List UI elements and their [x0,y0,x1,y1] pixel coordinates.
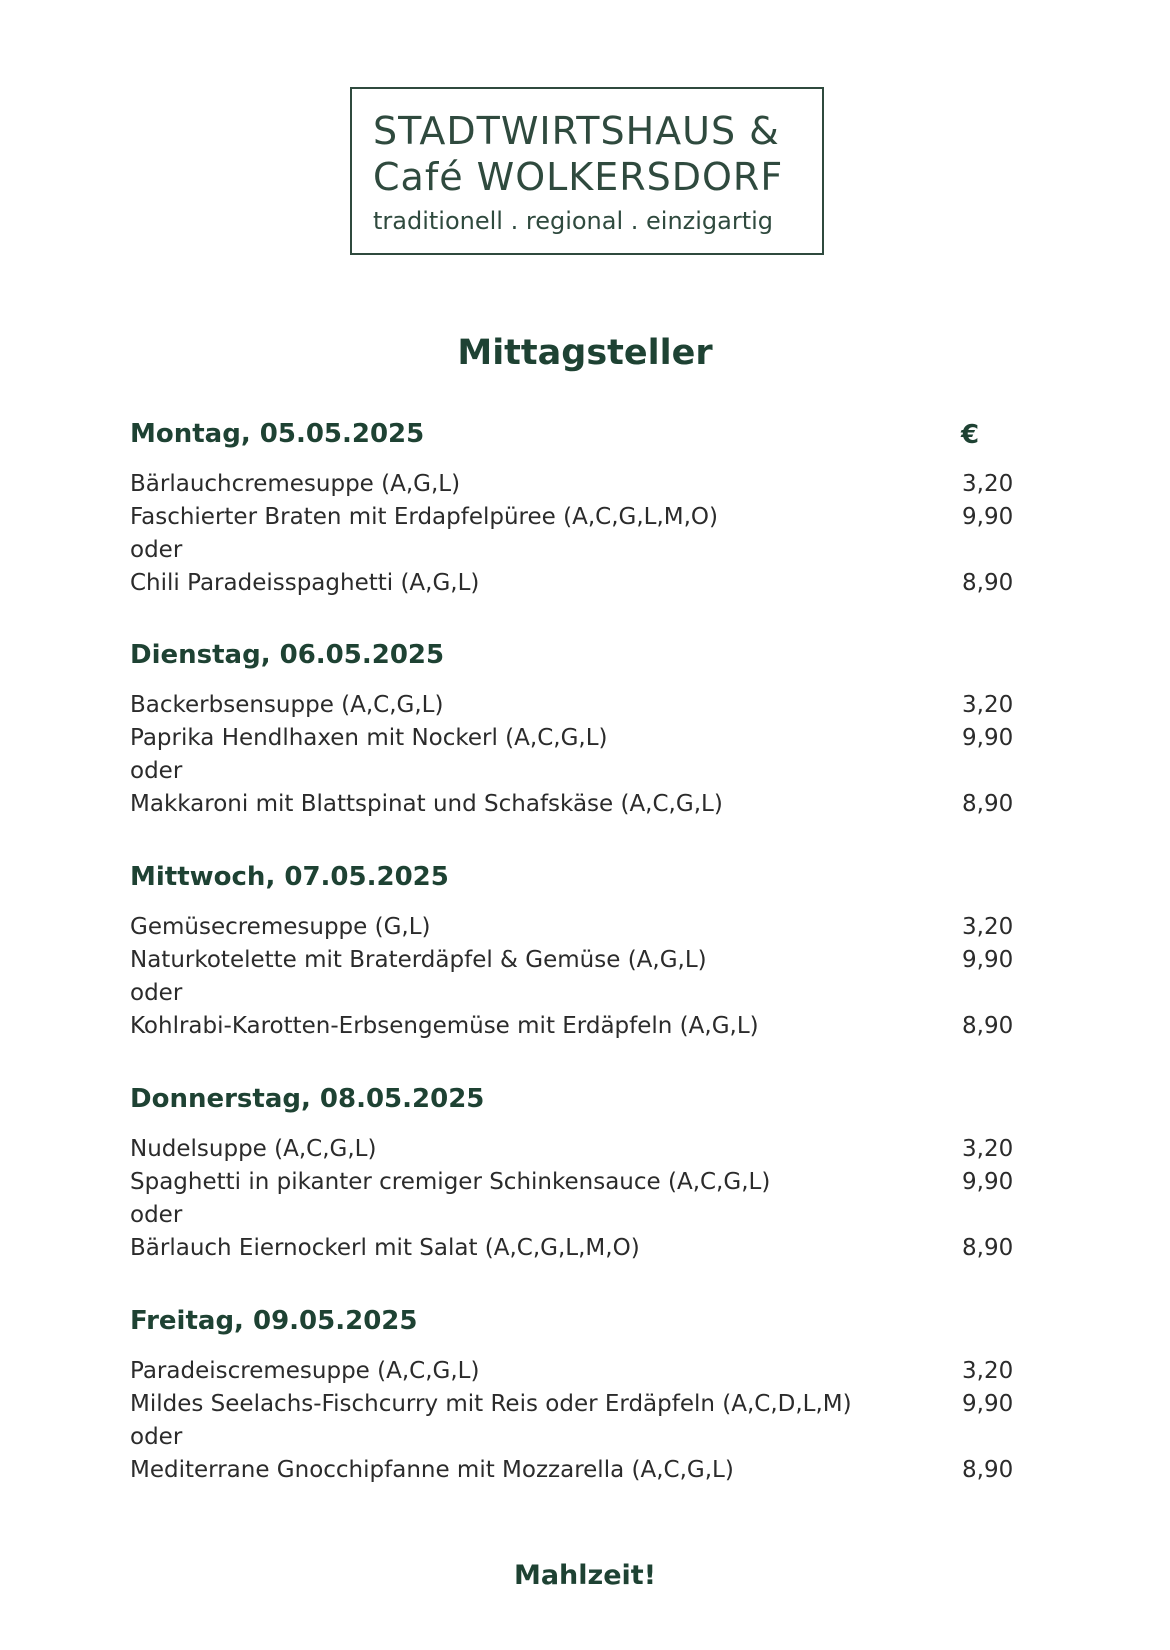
or-label: oder [130,537,183,563]
logo-line-1: STADTWIRTSHAUS & [373,109,780,153]
dish-price: 9,90 [962,1169,1014,1195]
day-section-wednesday [130,857,1014,1043]
menu-item [130,1355,1014,1388]
dish-price: 9,90 [962,1391,1014,1417]
dish-price: 8,90 [962,791,1014,817]
menu-item [130,1454,1014,1487]
dish-name: Paradeiscremesuppe (A,C,G,L) [130,1358,480,1384]
menu-item [130,689,1014,722]
menu-item [130,944,1014,977]
dish-price: 3,20 [962,692,1014,718]
or-label: oder [130,1424,183,1450]
dish-name: Paprika Hendlhaxen mit Nockerl (A,C,G,L) [130,725,608,751]
dish-price: 9,90 [962,725,1014,751]
dish-price: 3,20 [962,1358,1014,1384]
dish-name: Backerbsensuppe (A,C,G,L) [130,692,444,718]
dish-name: Nudelsuppe (A,C,G,L) [130,1136,377,1162]
dish-price: 9,90 [962,947,1014,973]
day-heading: Donnerstag, 08.05.2025 [130,1084,485,1114]
menu-item-separator [130,534,1010,567]
menu-item [130,788,1014,821]
day-heading: Montag, 05.05.2025 [130,419,425,449]
menu-item-separator [130,1421,1010,1454]
dish-price: 9,90 [962,504,1014,530]
menu-item [130,1166,1014,1199]
day-section-tuesday [130,635,1014,821]
dish-name: Bärlauch Eiernockerl mit Salat (A,C,G,L,M,O) [130,1235,640,1261]
day-heading: Freitag, 09.05.2025 [130,1306,418,1336]
day-heading: Mittwoch, 07.05.2025 [130,862,449,892]
dish-name: Chili Paradeisspaghetti (A,G,L) [130,570,480,596]
dish-price: 8,90 [962,1013,1014,1039]
menu-item-separator [130,1199,1010,1232]
menu-item-separator [130,977,1010,1010]
or-label: oder [130,758,183,784]
dish-price: 3,20 [962,914,1014,940]
menu-item [130,1232,1014,1265]
menu-item [130,911,1014,944]
dish-name: Kohlrabi-Karotten-Erbsengemüse mit Erdäpfeln (A,G,L) [130,1013,759,1039]
or-label: oder [130,1202,183,1228]
menu-item [130,501,1014,534]
dish-price: 8,90 [962,1235,1014,1261]
dish-name: Faschierter Braten mit Erdapfelpüree (A,C,G,L,M,O) [130,504,718,530]
currency-header: € [961,420,980,450]
menu-item [130,567,1014,600]
or-label: oder [130,980,183,1006]
dish-name: Mildes Seelachs-Fischcurry mit Reis oder Erdäpfeln (A,C,D,L,M) [130,1391,852,1417]
menu-item [130,468,1014,501]
footer-greeting: Mahlzeit! [513,1560,657,1591]
dish-name: Mediterrane Gnocchipfanne mit Mozzarella (A,C,G,L) [130,1457,734,1483]
dish-name: Makkaroni mit Blattspinat und Schafskäse (A,C,G,L) [130,791,723,817]
dish-name: Naturkotelette mit Braterdäpfel & Gemüse (A,G,L) [130,947,707,973]
menu-item-separator [130,755,1010,788]
menu-item [130,1010,1014,1043]
day-section-thursday [130,1079,1014,1265]
logo-box [350,87,824,255]
menu-item [130,722,1014,755]
logo-tagline: traditionell . regional . einzigartig [373,207,774,235]
page-title: Mittagsteller [457,333,713,373]
day-section-monday [130,414,1014,600]
day-section-friday [130,1301,1014,1487]
dish-name: Gemüsecremesuppe (G,L) [130,914,431,940]
dish-name: Bärlauchcremesuppe (A,G,L) [130,471,461,497]
dish-price: 3,20 [962,1136,1014,1162]
menu-item [130,1133,1014,1166]
dish-name: Spaghetti in pikanter cremiger Schinkensauce (A,C,G,L) [130,1169,771,1195]
menu-item [130,1388,1014,1421]
logo-line-2: Café WOLKERSDORF [373,155,784,199]
dish-price: 8,90 [962,570,1014,596]
day-heading: Dienstag, 06.05.2025 [130,640,445,670]
dish-price: 8,90 [962,1457,1014,1483]
dish-price: 3,20 [962,471,1014,497]
